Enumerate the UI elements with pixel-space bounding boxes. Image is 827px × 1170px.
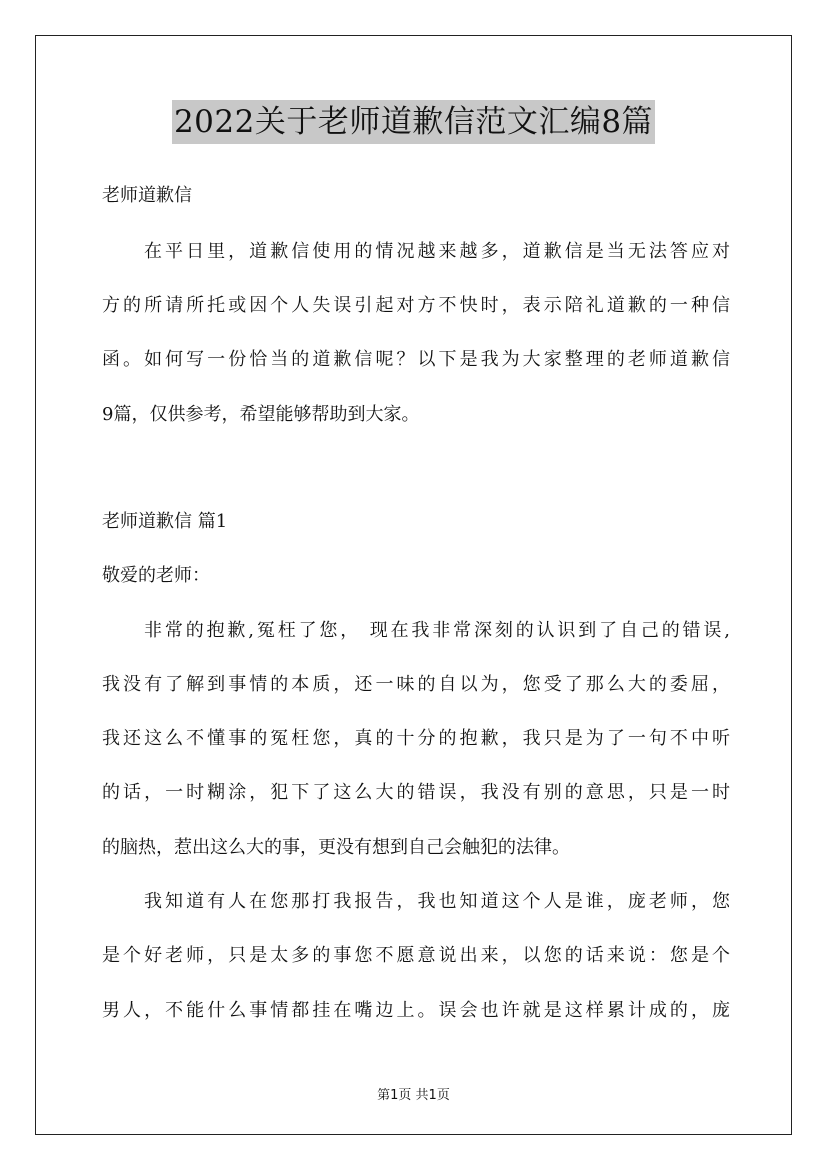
body-paragraph-line: 的话，一时糊涂，犯下了这么大的错误，我没有别的意思，只是一时 [102,782,730,803]
body-paragraph-line: 我知道有人在您那打我报告，我也知道这个人是谁，庞老师，您 [144,891,730,912]
document-title [0,100,827,144]
page-number-footer: 第1页 共1页 [377,1088,450,1103]
document-title-text: 2022关于老师道歉信范文汇编8篇 [172,100,655,144]
intro-paragraph-line: 函。如何写一份恰当的道歉信呢？以下是我为大家整理的老师道歉信 [102,349,730,370]
intro-heading: 老师道歉信 [102,185,192,206]
body-paragraph-line: 男人，不能什么事情都挂在嘴边上。误会也许就是这样累计成的，庞 [102,1000,730,1021]
intro-paragraph-line: 9篇，仅供参考，希望能够帮助到大家。 [102,404,420,425]
salutation: 敬爱的老师： [102,565,210,586]
body-paragraph-line: 我没有了解到事情的本质，还一味的自以为，您受了那么大的委屈， [102,674,730,695]
intro-paragraph-line: 方的所请所托或因个人失误引起对方不快时，表示陪礼道歉的一种信 [102,295,730,316]
body-paragraph-line: 非常的抱歉,冤枉了您， 现在我非常深刻的认识到了自己的错误, [144,620,730,641]
section-heading: 老师道歉信 篇1 [102,511,228,532]
body-paragraph-line: 的脑热，惹出这么大的事，更没有想到自己会触犯的法律。 [102,837,570,858]
body-paragraph-line: 我还这么不懂事的冤枉您，真的十分的抱歉，我只是为了一句不中听 [102,728,730,749]
intro-paragraph-line: 在平日里，道歉信使用的情况越来越多，道歉信是当无法答应对 [144,241,730,262]
body-paragraph-line: 是个好老师，只是太多的事您不愿意说出来，以您的话来说：您是个 [102,945,730,966]
